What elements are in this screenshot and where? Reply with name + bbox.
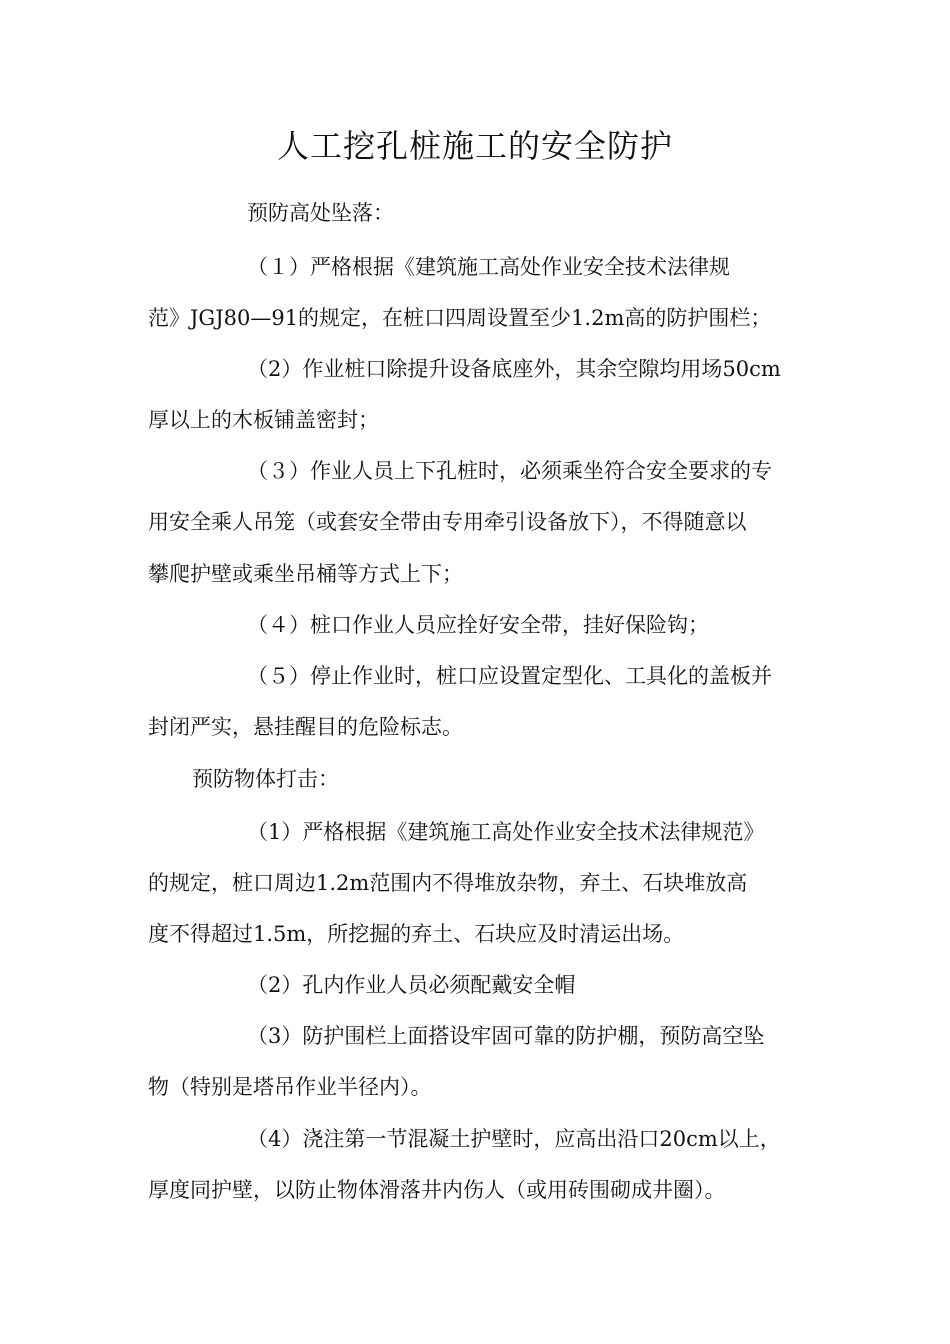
paragraph-line: 厚度同护壁，以防止物体滑落井内伤人（或用砖围砌成井圈）。 <box>148 1178 726 1202</box>
paragraph-line: （３）作业人员上下孔桩时，必须乘坐符合安全要求的专 <box>247 459 772 483</box>
paragraph-line: （１）严格根据《建筑施工高处作业安全技术法律规 <box>247 255 730 279</box>
paragraph-line: 厚以上的木板铺盖密封； <box>148 408 379 432</box>
paragraph-line: （4）浇注第一节混凝土护壁时，应高出沿口20cm以上， <box>247 1127 781 1151</box>
paragraph-line: 物（特别是塔吊作业半径内）。 <box>148 1075 432 1099</box>
section-heading-object-strike-prevention: 预防物体打击： <box>192 767 339 791</box>
paragraph-line: （５）停止作业时，桩口应设置定型化、工具化的盖板并 <box>247 664 772 688</box>
paragraph-line: （2）孔内作业人员必须配戴安全帽 <box>247 973 576 997</box>
paragraph-line: 的规定，桩口周边1.2m范围内不得堆放杂物，弃土、石块堆放高 <box>148 871 748 895</box>
paragraph-line: 度不得超过1.5m，所挖掘的弃土、石块应及时清运出场。 <box>148 922 685 946</box>
section-heading-fall-prevention: 预防高处坠落： <box>247 201 394 225</box>
paragraph-line: （3）防护围栏上面搭设牢固可靠的防护棚，预防高空坠 <box>247 1024 765 1048</box>
paragraph-line: 用安全乘人吊笼（或套安全带由专用牵引设备放下），不得随意以 <box>148 510 747 534</box>
paragraph-line: （1）严格根据《建筑施工高处作业安全技术法律规范》 <box>247 820 765 844</box>
paragraph-line: 范》JGJ80—91的规定，在桩口四周设置至少1.2m高的防护围栏； <box>148 306 772 330</box>
paragraph-line: 攀爬护壁或乘坐吊桶等方式上下； <box>148 562 463 586</box>
paragraph-line: （2）作业桩口除提升设备底座外，其余空隙均用场50cm <box>247 357 781 381</box>
document-title: 人工挖孔桩施工的安全防护 <box>276 127 673 165</box>
paragraph-line: （４）桩口作业人员应拴好安全带，挂好保险钩； <box>247 613 709 637</box>
paragraph-line: 封闭严实，悬挂醒目的危险标志。 <box>148 715 463 739</box>
